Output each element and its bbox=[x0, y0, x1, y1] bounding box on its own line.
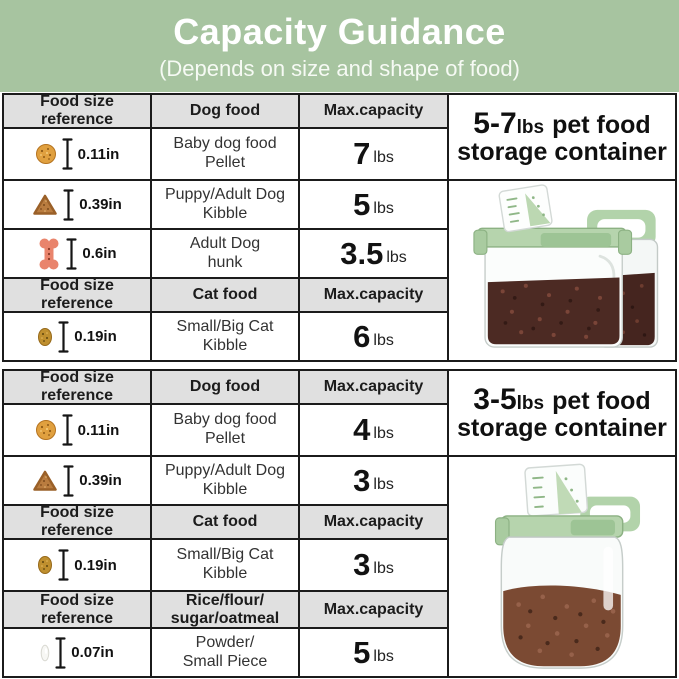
column-header-food-size bbox=[4, 95, 150, 127]
max-capacity-cell bbox=[300, 405, 447, 455]
food-type-line: Puppy/Adult Dog bbox=[164, 461, 286, 479]
food-type-line: Pellet bbox=[204, 154, 246, 171]
column-header-food-size bbox=[4, 506, 150, 538]
header-line: Rice/flour/ bbox=[185, 591, 265, 609]
header-line: sugar/oatmeal bbox=[170, 609, 280, 627]
food-size-cell bbox=[4, 457, 150, 504]
page-title: Capacity Guidance bbox=[173, 10, 506, 52]
food-type-line: Small/Big Cat bbox=[176, 317, 274, 335]
round-kibble-icon bbox=[35, 143, 57, 165]
measure-ibeam-icon bbox=[62, 414, 73, 446]
oval-kibble-icon bbox=[37, 327, 53, 347]
container-size-unit: lbs bbox=[516, 393, 545, 415]
capacity-value: 3 bbox=[353, 547, 371, 582]
food-size-cell bbox=[4, 405, 150, 455]
food-type-cell bbox=[152, 629, 298, 676]
header-line: reference bbox=[40, 522, 114, 539]
column-header-cat-food: Cat food bbox=[152, 506, 298, 538]
measure-ibeam-icon bbox=[58, 549, 69, 581]
container-title-line1 bbox=[473, 107, 650, 140]
capacity-unit: lbs bbox=[373, 647, 394, 665]
column-header-max-capacity: Max.capacity bbox=[300, 506, 447, 538]
page-subtitle: (Depends on size and shape of food) bbox=[159, 55, 520, 81]
food-type-cell bbox=[152, 230, 298, 277]
measure-ibeam-icon bbox=[62, 138, 73, 170]
round-kibble-icon bbox=[35, 419, 57, 441]
food-type-line: Puppy/Adult Dog bbox=[164, 185, 286, 203]
column-header-food-size bbox=[4, 371, 150, 403]
column-header-grain-food bbox=[152, 592, 298, 627]
container-title-5-7lbs bbox=[449, 95, 675, 179]
header-line: reference bbox=[40, 387, 114, 404]
food-type-line: Kibble bbox=[202, 204, 248, 222]
food-type-cell bbox=[152, 181, 298, 228]
capacity-table-5-7lbs bbox=[2, 93, 677, 362]
food-type-cell bbox=[152, 405, 298, 455]
pet-food-container-3-5lbs-image bbox=[480, 462, 644, 672]
container-photo-cell bbox=[449, 181, 675, 360]
capacity-unit: lbs bbox=[373, 199, 394, 217]
food-type-line: Pellet bbox=[204, 430, 246, 447]
max-capacity-cell bbox=[300, 181, 447, 228]
measure-ibeam-icon bbox=[63, 465, 74, 497]
food-size-cell bbox=[4, 129, 150, 179]
capacity-unit: lbs bbox=[373, 560, 394, 577]
column-header-dog-food: Dog food bbox=[152, 95, 298, 127]
food-size-value: 0.19in bbox=[74, 556, 117, 574]
column-header-max-capacity: Max.capacity bbox=[300, 95, 447, 127]
food-size-cell bbox=[4, 230, 150, 277]
food-type-line: Baby dog food bbox=[173, 411, 277, 429]
food-type-line: Kibble bbox=[202, 565, 248, 582]
food-size-cell bbox=[4, 181, 150, 228]
capacity-unit: lbs bbox=[373, 149, 394, 166]
capacity-value: 3.5 bbox=[340, 235, 384, 271]
column-header-food-size bbox=[4, 279, 150, 311]
food-type-line: Kibble bbox=[202, 336, 248, 354]
food-type-cell bbox=[152, 457, 298, 504]
rice-grain-icon bbox=[40, 644, 50, 662]
max-capacity-cell bbox=[300, 629, 447, 676]
food-type-line: Small/Big Cat bbox=[176, 546, 274, 564]
header-line: reference bbox=[40, 295, 114, 312]
capacity-value: 6 bbox=[353, 318, 371, 354]
measure-ibeam-icon bbox=[55, 637, 66, 669]
column-header-food-size bbox=[4, 592, 150, 627]
column-header-max-capacity: Max.capacity bbox=[300, 592, 447, 627]
column-header-max-capacity: Max.capacity bbox=[300, 279, 447, 311]
food-size-value: 0.39in bbox=[79, 196, 122, 213]
capacity-value: 4 bbox=[353, 412, 371, 447]
container-title-line2: storage container bbox=[457, 414, 667, 443]
max-capacity-cell bbox=[300, 457, 447, 504]
column-header-max-capacity: Max.capacity bbox=[300, 371, 447, 403]
container-title-rest: pet food bbox=[552, 387, 651, 416]
pet-food-container-5-7lbs-image bbox=[460, 182, 664, 360]
max-capacity-cell bbox=[300, 230, 447, 277]
food-type-line: Baby dog food bbox=[173, 135, 277, 153]
measure-ibeam-icon bbox=[63, 189, 74, 221]
container-size-range: 5-7 bbox=[473, 107, 517, 141]
food-type-line: hunk bbox=[207, 253, 243, 271]
bone-treat-icon bbox=[37, 237, 61, 271]
container-size-range: 3-5 bbox=[473, 383, 517, 417]
capacity-unit: lbs bbox=[373, 475, 394, 493]
food-size-value: 0.6in bbox=[82, 245, 117, 262]
header-line: Food size bbox=[40, 277, 114, 295]
triangle-kibble-icon bbox=[32, 469, 58, 493]
header-line: Food size bbox=[40, 93, 114, 111]
capacity-unit: lbs bbox=[373, 425, 394, 442]
container-title-line2: storage container bbox=[457, 138, 667, 167]
food-size-value: 0.19in bbox=[74, 328, 117, 345]
column-header-dog-food: Dog food bbox=[152, 371, 298, 403]
max-capacity-cell bbox=[300, 540, 447, 590]
header-line: Food size bbox=[40, 591, 114, 609]
container-title-3-5lbs bbox=[449, 371, 675, 455]
measure-ibeam-icon bbox=[66, 238, 77, 270]
capacity-value: 7 bbox=[353, 136, 371, 171]
column-header-cat-food: Cat food bbox=[152, 279, 298, 311]
capacity-value: 5 bbox=[353, 186, 371, 222]
header-line: Food size bbox=[40, 504, 114, 522]
food-size-cell bbox=[4, 629, 150, 676]
capacity-unit: lbs bbox=[373, 331, 394, 349]
food-type-line: Powder/ bbox=[195, 633, 255, 651]
max-capacity-cell bbox=[300, 129, 447, 179]
capacity-value: 5 bbox=[353, 634, 371, 670]
food-type-cell bbox=[152, 129, 298, 179]
container-size-unit: lbs bbox=[516, 117, 545, 139]
container-photo-cell bbox=[449, 457, 675, 676]
food-size-cell bbox=[4, 313, 150, 360]
capacity-unit: lbs bbox=[386, 248, 407, 266]
food-size-value: 0.07in bbox=[71, 644, 114, 661]
oval-kibble-icon bbox=[37, 555, 53, 575]
container-title-line1 bbox=[473, 383, 650, 416]
banner bbox=[0, 0, 679, 92]
food-size-value: 0.11in bbox=[77, 145, 120, 163]
food-size-value: 0.11in bbox=[77, 421, 120, 439]
food-size-value: 0.39in bbox=[79, 472, 122, 489]
food-type-line: Small Piece bbox=[182, 652, 268, 670]
header-line: reference bbox=[40, 609, 114, 627]
food-type-cell bbox=[152, 313, 298, 360]
food-type-line: Kibble bbox=[202, 480, 248, 498]
food-type-cell bbox=[152, 540, 298, 590]
food-type-line: Adult Dog bbox=[189, 234, 261, 252]
capacity-value: 3 bbox=[353, 462, 371, 498]
max-capacity-cell bbox=[300, 313, 447, 360]
header-line: reference bbox=[40, 111, 114, 128]
capacity-table-3-5lbs bbox=[2, 369, 677, 678]
food-size-cell bbox=[4, 540, 150, 590]
header-line: Food size bbox=[40, 369, 114, 387]
container-title-rest: pet food bbox=[552, 111, 651, 140]
triangle-kibble-icon bbox=[32, 193, 58, 217]
measure-ibeam-icon bbox=[58, 321, 69, 353]
